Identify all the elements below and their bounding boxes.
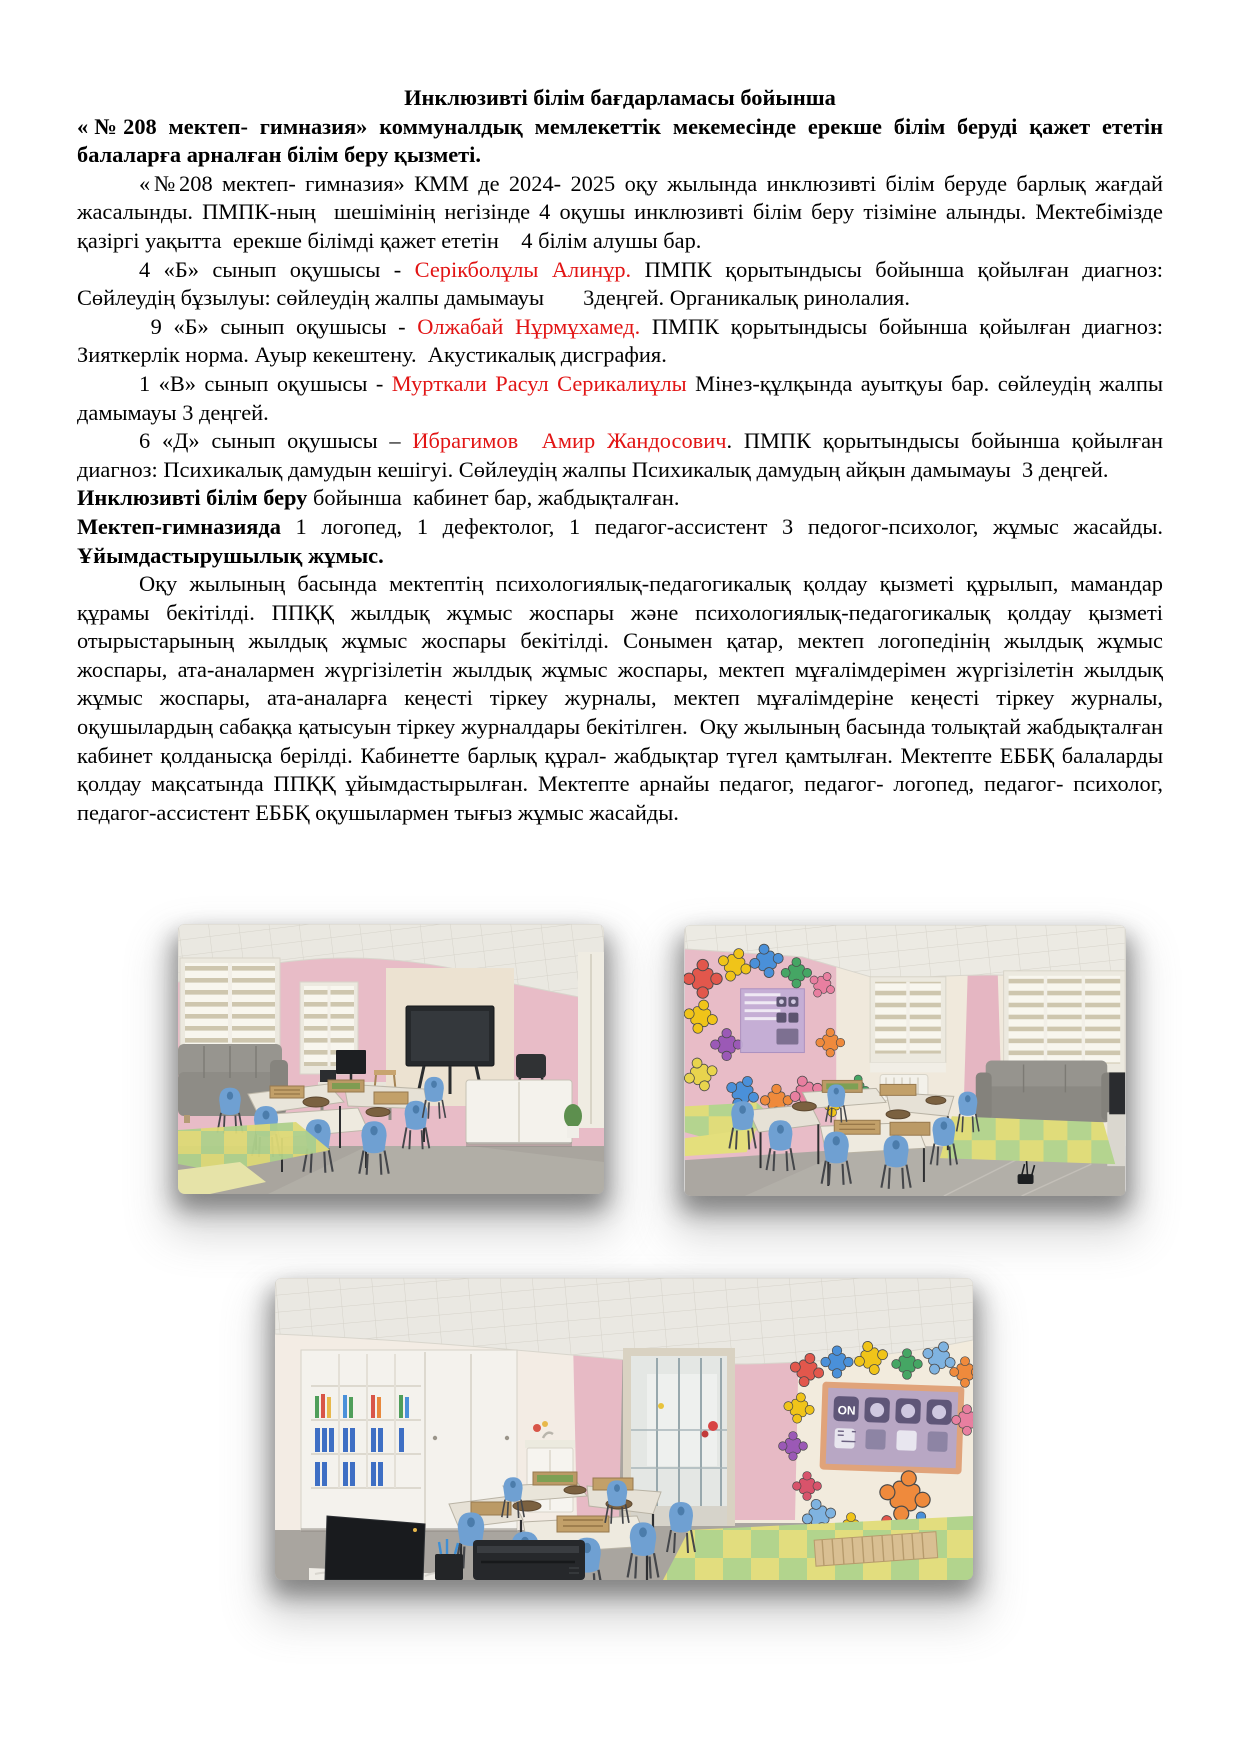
paragraph	[77, 256, 1169, 313]
text-run-normal: ПМПК қорытындысы бойынша қойылған диагноз: Сөйлеудің бұзылуы: сөйлеудің жалпы дамымауы 3деңгей. Органикалық ринолалия.	[77, 256, 1169, 311]
text-run-red: Ибрагимов Амир Жандосович	[412, 428, 727, 454]
text-run-red: Олжабай Нұрмұхамед.	[417, 313, 641, 339]
poster-on-text: ON	[837, 1403, 856, 1418]
text-run-red: Мурткали Расул Серикалиұлы	[391, 370, 687, 396]
paragraph	[77, 513, 1175, 570]
text-run-normal: . ПМПК қорытындысы бойынша қойылған диагноз: Психикалық дамудын кешігуі. Сөйлеудің жалпы Психикалық дамудың айқын дамымауы 3 деңгей.	[77, 428, 1169, 482]
text-run-bold: «№208 мектеп- гимназия» коммуналдық мемлекеттік мекемесінде ерекше білім беруді қажет ететін балаларға арналған білім беру қызметі.	[77, 113, 1169, 168]
text-run-normal: 1 логопед, 1 дефектолог, 1 педагог-ассистент 3 педогог-психолог, жұмыс жасайды.	[280, 513, 1175, 539]
window-right	[1004, 971, 1126, 1073]
paragraph	[77, 427, 1169, 484]
paragraphs	[77, 113, 1175, 828]
photo-classroom-top-right	[684, 925, 1126, 1196]
text-run-bold: Инклюзивті білім беру	[77, 485, 308, 511]
poster	[820, 1382, 965, 1475]
text-run-bold: Ұйымдастырушылық жұмыс.	[77, 542, 384, 568]
text-run-normal: бойынша кабинет бар, жабдықталған.	[307, 485, 680, 511]
window-center	[870, 977, 946, 1073]
text-run-normal: Мінез-құлқында ауытқуы бар. сөйлеудің жалпы дамымауы 3 деңгей.	[77, 370, 1169, 425]
text-run-normal: ПМПК қорытындысы бойынша қойылған диагноз: Зияткерлік норма. Ауыр кекештену. Акустикалық дисграфия.	[77, 313, 1169, 368]
text-run-normal: 4 «Б» сынып оқушысы -	[139, 256, 415, 282]
document-title: Инклюзивті білім бағдарламасы бойынша	[404, 85, 836, 110]
text-run-normal: 6 «Д» сынып оқушысы –	[139, 428, 413, 454]
text-run-normal: Оқу жылының басында мектептің психологиялық-педагогикалық қолдау қызметі құрылып, мамандар құрамы бекітілді. ППҚҚ жылдық жұмыс жоспары және психологиялық-педагогикалық қолдау қызметі отырыстарының жылдық жұмыс жоспары бекітілді. Сонымен қатар, мектеп логопедінің жылдық жұмыс жоспары, ата-аналармен жүргізілетін жылдық жұмыс жоспары, мектеп мұғалімдерімен жүргізілетін жылдық жұмыс жоспары, ата-аналарға кеңесті тіркеу журналы, мектеп мұғалімдеріне кеңесті тіркеу журналы, оқушылардың сабаққа қатысуын тіркеу журналдары бекітілген. Оқу жылының басында толықтай жабдықталған кабинет қолданысқа берілді. Кабинетте барлық құрал- жабдықтар түгел қамтылған. Мектепте ЕББҚ балаларды қолдау мақсатында ППҚҚ ұйымдастырылған. Мектепте арнайы педагог, педагог- логопед, педагог- психолог, педагог-ассистент ЕББҚ оқушылармен тығыз жұмыс жасайды.	[77, 571, 1169, 825]
text-run-bold: Мектеп-гимназияда	[77, 513, 281, 539]
paragraph	[77, 484, 1163, 513]
paragraph	[77, 570, 1169, 827]
text-run-red: Серікболұлы Алинұр.	[414, 256, 632, 282]
photo-classroom-bottom	[275, 1278, 973, 1580]
poster	[741, 989, 805, 1053]
text-run-normal: 1 «В» сынып оқушысы -	[139, 370, 392, 396]
white-cabinet	[466, 1080, 572, 1147]
paragraph	[77, 313, 1169, 370]
paragraph	[77, 170, 1169, 256]
classroom-photo-illustration	[178, 924, 604, 1194]
classroom-photo-illustration	[275, 1278, 973, 1580]
paragraph	[77, 113, 1169, 170]
text-run-normal: «№208 мектеп- гимназия» КММ де 2024- 2025 оқу жылында инклюзивті білім беруде барлық жағдай жасалынды. ПМПК-ның шешімінің негізінде 4 оқушы инклюзивті білім беру тізіміне алынды. Мектебімізде қазіргі уақытта ерекше білімді қажет ететін 4 білім алушы бар.	[77, 170, 1169, 253]
text-run-normal: 9 «Б» сынып оқушысы -	[139, 313, 418, 339]
photo-classroom-top-left	[178, 924, 604, 1194]
classroom-photo-illustration	[684, 925, 1126, 1196]
paragraph	[77, 370, 1169, 427]
document-body	[77, 84, 1175, 827]
